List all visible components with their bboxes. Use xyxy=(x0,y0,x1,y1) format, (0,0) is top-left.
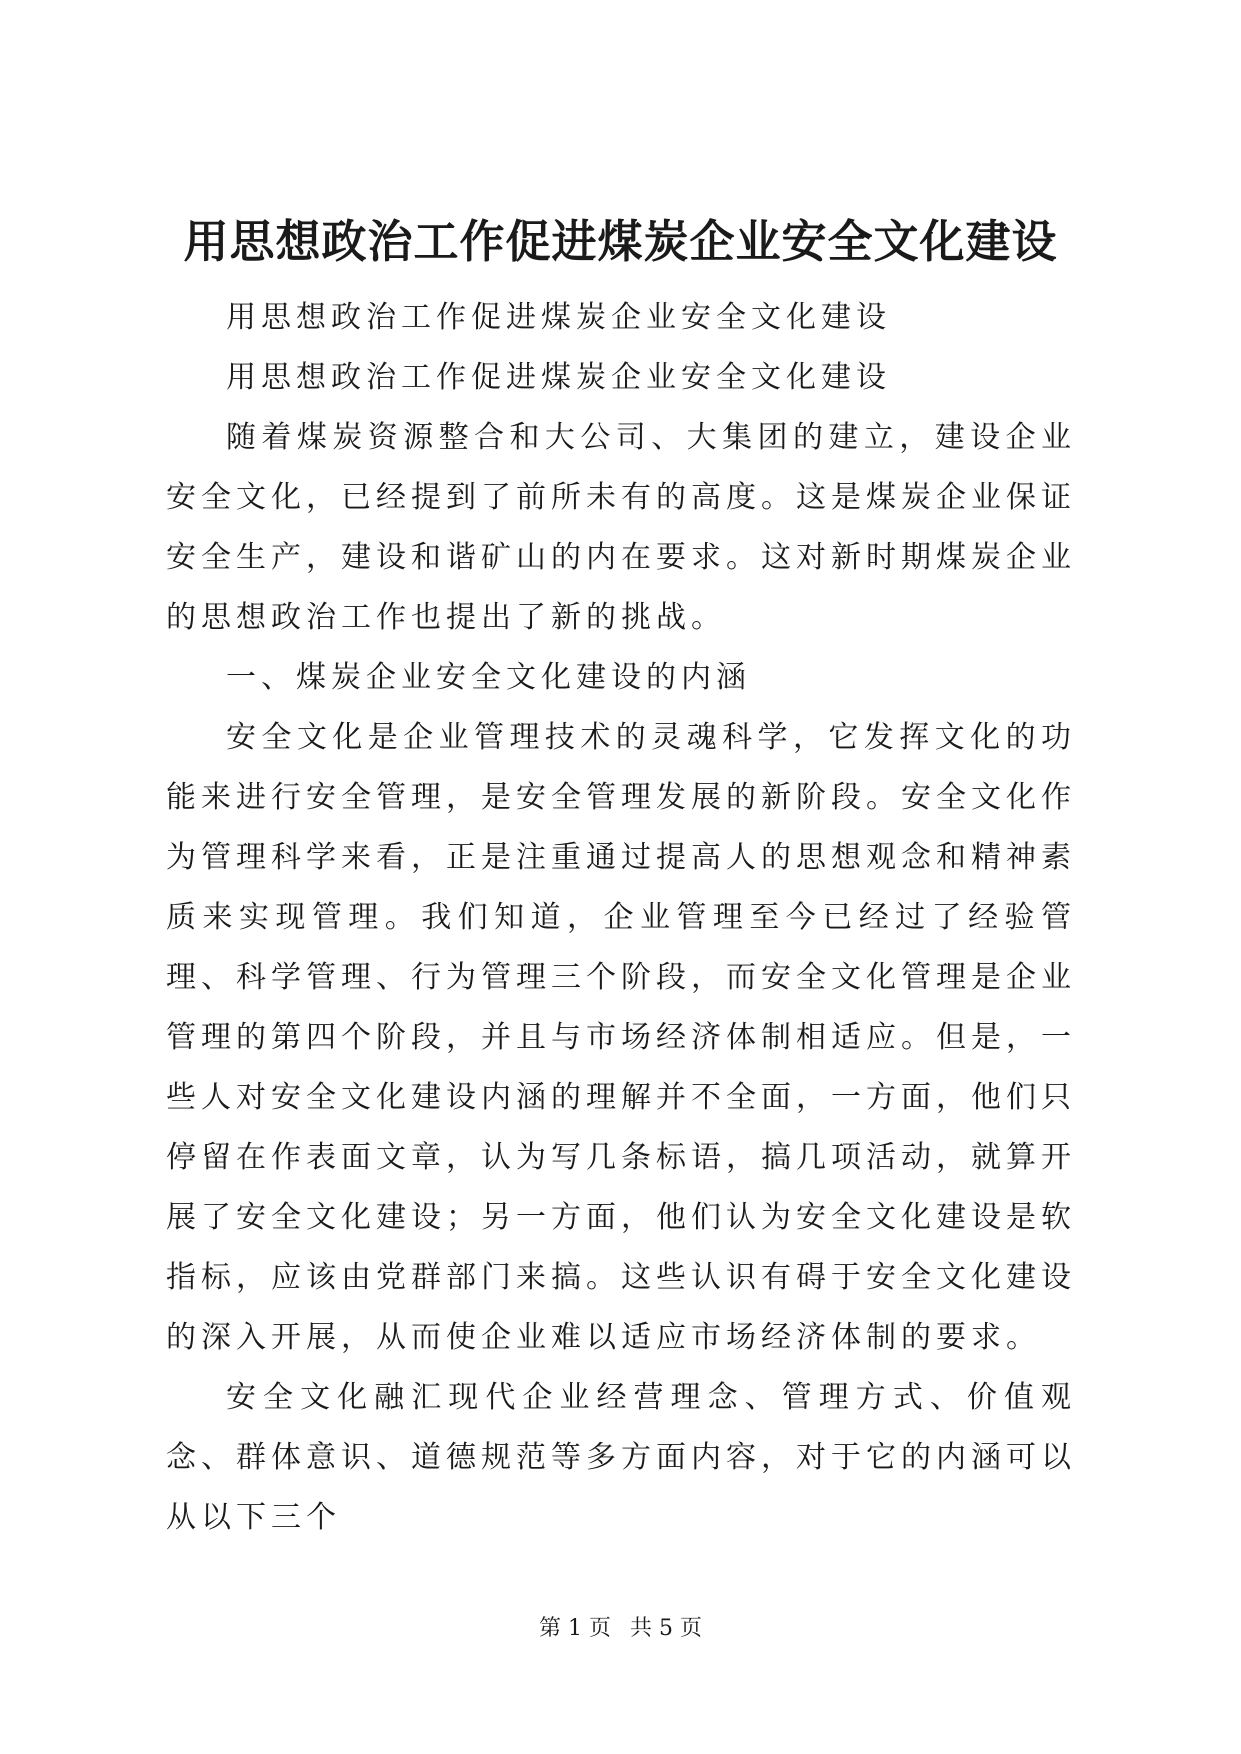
page-footer xyxy=(0,1614,1241,1644)
paragraph: 安全文化融汇现代企业经营理念、管理方式、价值观念、群体意识、道德规范等多方面内容，对于它的内涵可以从以下三个 xyxy=(166,1380,1076,1535)
paragraph: 用思想政治工作促进煤炭企业安全文化建设 xyxy=(226,360,891,395)
section-heading: 一、煤炭企业安全文化建设的内涵 xyxy=(226,660,751,695)
paragraph: 安全文化是企业管理技术的灵魂科学，它发挥文化的功能来进行安全管理，是安全管理发展的新阶段。安全文化作为管理科学来看，正是注重通过提高人的思想观念和精神素质来实现管理。我们知道，企业管理至今已经过了经验管理、科学管理、行为管理三个阶段，而安全文化管理是企业管理的第四个阶段，并且与市场经济体制相适应。但是，一些人对安全文化建设内涵的理解并不全面，一方面，他们只停留在作表面文章，认为写几条标语，搞几项活动，就算开展了安全文化建设；另一方面，他们认为安全文化建设是软指标，应该由党群部门来搞。这些认识有碍于安全文化建设的深入开展，从而使企业难以适应市场经济体制的要求。 xyxy=(166,720,1076,1355)
paragraph: 用思想政治工作促进煤炭企业安全文化建设 xyxy=(226,300,891,335)
page-number: 第 1 页 xyxy=(539,1616,611,1641)
paragraph: 随着煤炭资源整合和大公司、大集团的建立，建设企业安全文化，已经提到了前所未有的高度。这是煤炭企业保证安全生产，建设和谐矿山的内在要求。这对新时期煤炭企业的思想政治工作也提出了新的挑战。 xyxy=(166,420,1076,635)
page-total: 共 5 页 xyxy=(630,1616,702,1641)
document-body xyxy=(166,288,1076,1548)
document-title: 用思想政治工作促进煤炭企业安全文化建设 xyxy=(183,215,1058,268)
